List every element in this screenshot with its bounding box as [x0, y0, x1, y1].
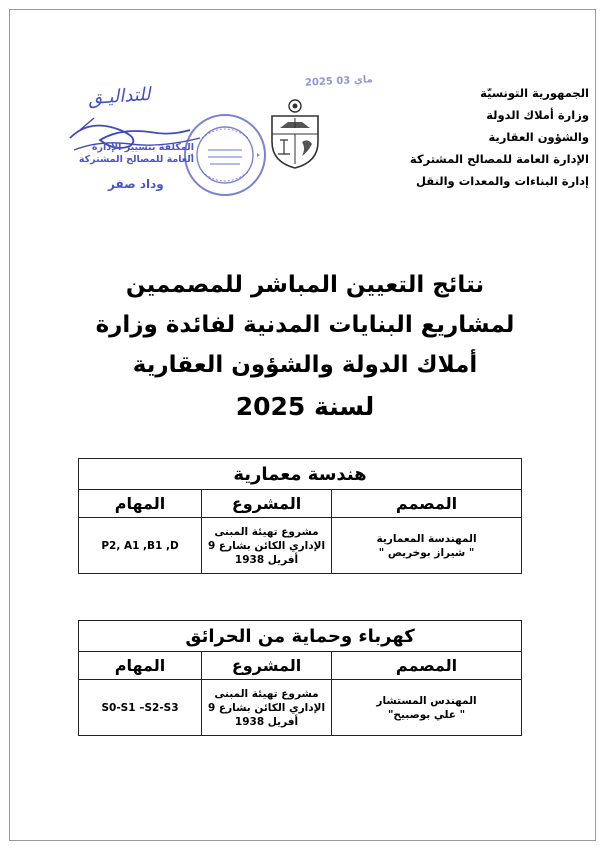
header-designer: المصمم [332, 652, 522, 680]
electrical-fire-table [78, 620, 522, 736]
signatory-name: وداد صفر [108, 177, 164, 191]
designer-title: المهندس المستشار [376, 694, 477, 707]
document-title [60, 265, 550, 427]
designer-name: " علي بوصبيح" [387, 708, 466, 721]
project-cell: مشروع تهيئة المبنى الإداري الكائن بشارع 9 أفريل 1938 [202, 518, 332, 574]
tasks-cell: S0-S1 –S2-S3 [79, 680, 202, 736]
ministry-line-4: الإدارة العامة للمصالح المشتركة [409, 152, 589, 166]
ministry-line-1: الجمهورية التونسيّة [480, 86, 589, 100]
designer-cell [332, 680, 522, 736]
designer-cell [332, 518, 522, 574]
ministry-header [354, 82, 589, 192]
header-project: المشروع [202, 652, 332, 680]
section-title: كهرباء وحماية من الحرائق [79, 621, 522, 652]
section-title: هندسة معمارية [79, 459, 522, 490]
table-row [79, 518, 522, 574]
title-line-2: لمشاريع البنايات المدنية لفائدة وزارة [95, 312, 515, 338]
title-year: لسنة 2025 [235, 392, 375, 421]
title-line-1: نتائج التعيين المباشر للمصممين [125, 272, 485, 298]
project-cell: مشروع تهيئة المبنى الإداري الكائن بشارع 9 أفريل 1938 [202, 680, 332, 736]
signatory-title: المكلفة بتسيير الإدارة العامة للمصالح المشتركة [78, 142, 194, 165]
ministry-line-3: والشؤون العقارية [488, 130, 589, 144]
ittilaa-annotation: للتداليـق [87, 83, 152, 110]
national-emblem-icon [268, 98, 322, 170]
table-row [79, 680, 522, 736]
designer-name: " شيراز بوخريص " [378, 546, 475, 559]
architecture-table [78, 458, 522, 574]
ministry-line-5: إدارة البناءات والمعدات والنقل [416, 174, 589, 188]
header-project: المشروع [202, 490, 332, 518]
header-tasks: المهام [79, 652, 202, 680]
title-line-3: أملاك الدولة والشؤون العقارية [132, 352, 478, 378]
ministry-line-2: وزارة أملاك الدولة [486, 108, 589, 122]
designer-title: المهندسة المعمارية [376, 532, 477, 545]
tasks-cell: P2, A1 ,B1 ,D [79, 518, 202, 574]
header-designer: المصمم [332, 490, 522, 518]
stamp-date: 2025 ماي 03 [304, 74, 374, 89]
header-tasks: المهام [79, 490, 202, 518]
